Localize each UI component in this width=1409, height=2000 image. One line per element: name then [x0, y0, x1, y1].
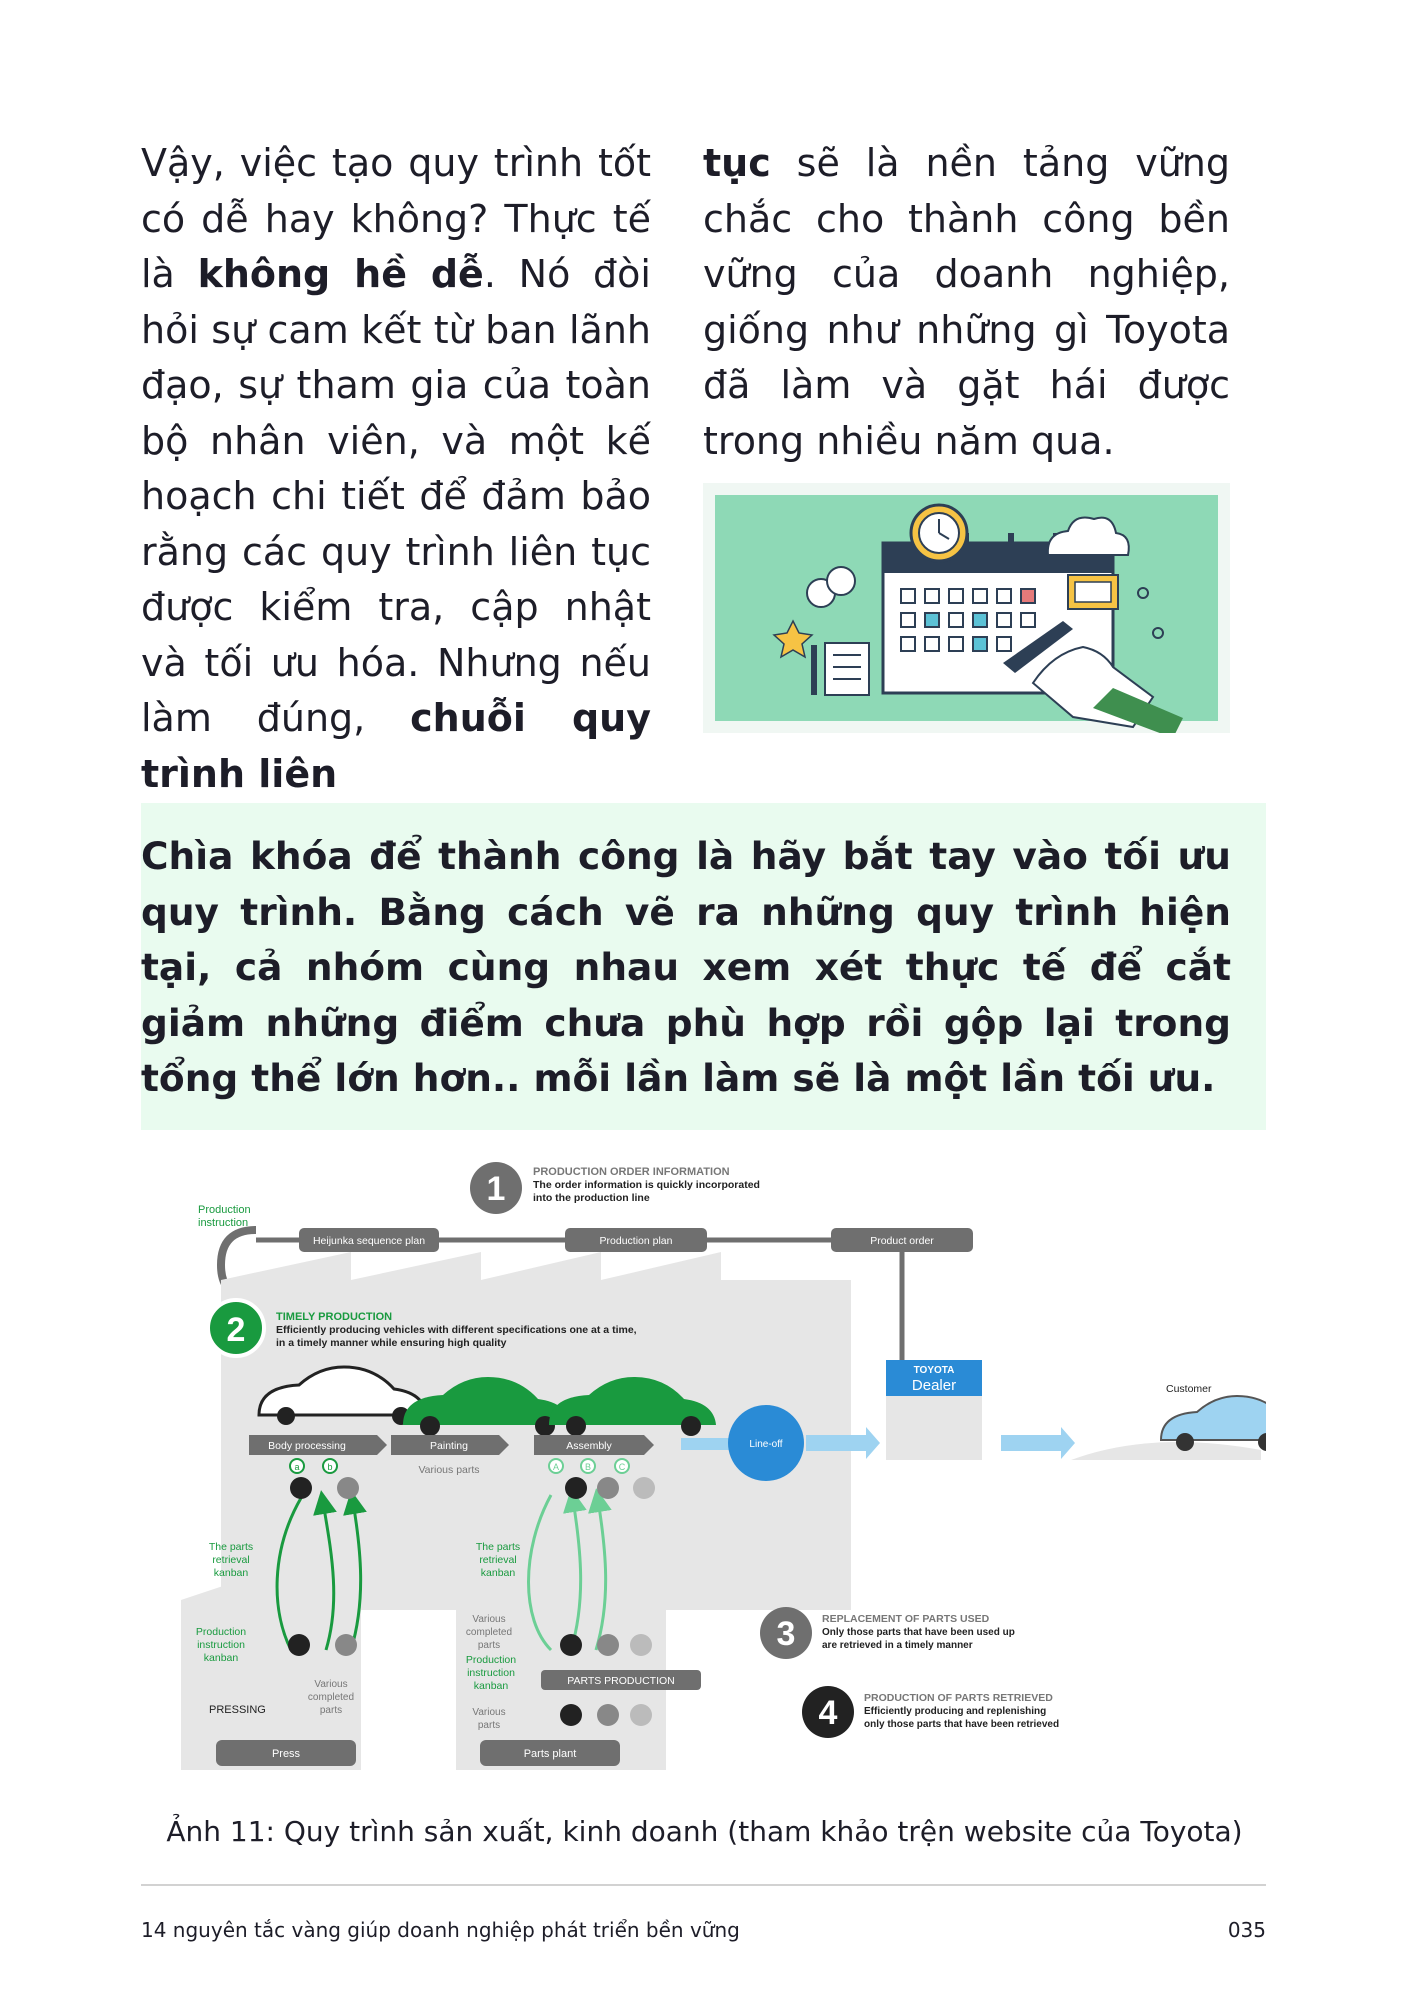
body-bold-text: tục [703, 141, 771, 185]
instruction-kanban-label: instruction [197, 1639, 245, 1651]
various-parts-small-label: Various [472, 1707, 506, 1718]
product-order-label: Product order [870, 1235, 934, 1247]
toyota-production-diagram [141, 1150, 1266, 1780]
step-4-number: 4 [818, 1694, 838, 1732]
body-text: . Nó đòi hỏi sự cam kết từ ban lãnh đạo, sự tham gia của toàn bộ nhân viên, và một kế hoạch chi tiết để đảm bảo rằng các quy trình liên tục được kiểm tra, cập nhật và tối ưu hóa. Nhưng nếu làm đúng, [141, 252, 651, 740]
various-parts-small-label: parts [477, 1720, 501, 1731]
pressing-label: PRESSING [209, 1704, 266, 1716]
step-2-line-1: Efficiently producing vehicles with different specifications one at a time, [276, 1324, 637, 1336]
step-2-number: 2 [226, 1311, 246, 1349]
gear-label-B: B [584, 1462, 592, 1472]
step-3-line-2: are retrieved in a timely manner [822, 1640, 973, 1651]
instruction-kanban-label: Production [195, 1626, 247, 1638]
step-2-line-2: in a timely manner while ensuring high quality [276, 1337, 507, 1349]
various-completed-label: completed [465, 1627, 513, 1638]
step-3-title: REPLACEMENT OF PARTS USED [822, 1613, 990, 1625]
body-text: Vậy, việc tạo quy trình tốt có dễ hay không? Thực tế là [141, 141, 651, 296]
completed-parts-label: completed [307, 1692, 355, 1703]
gear-label-A: A [552, 1462, 560, 1472]
body-bold-text: chuỗi quy trình liên [141, 696, 651, 796]
body-column-left [141, 136, 651, 802]
footer-divider [141, 1884, 1266, 1886]
retrieval-kanban-label: retrieval [479, 1554, 517, 1566]
step-3-line-1: Only those parts that have been used up [822, 1627, 1015, 1638]
parts-production-label: PARTS PRODUCTION [567, 1675, 675, 1687]
step-4-title: PRODUCTION OF PARTS RETRIEVED [864, 1692, 1053, 1704]
step-4-line-1: Efficiently producing and replenishing [864, 1706, 1047, 1717]
various-parts-label: Various parts [418, 1464, 480, 1476]
various-completed-label: parts [477, 1640, 501, 1651]
step-2-title: TIMELY PRODUCTION [276, 1311, 393, 1323]
heijunka-plan-label: Heijunka sequence plan [312, 1235, 426, 1247]
assembly-label: Assembly [566, 1440, 612, 1452]
various-completed-label: Various [472, 1614, 506, 1625]
body-processing-label: Body processing [268, 1440, 346, 1452]
step-3-number: 3 [776, 1615, 796, 1653]
page-number: 035 [1227, 1918, 1266, 1942]
step-1-title: PRODUCTION ORDER INFORMATION [533, 1166, 730, 1178]
completed-parts-label: parts [319, 1705, 343, 1716]
customer-label: Customer [1166, 1383, 1212, 1395]
planning-illustration [703, 483, 1230, 733]
key-takeaway-callout [141, 803, 1266, 1130]
production-instruction-label: instruction [198, 1217, 249, 1229]
retrieval-kanban-label: kanban [480, 1567, 516, 1579]
body-bold-text: không hề dễ [197, 252, 484, 296]
retrieval-kanban-label: The parts [208, 1541, 254, 1553]
production-instruction-label: Production [198, 1204, 251, 1216]
line-off-label: Line-off [749, 1439, 783, 1450]
callout-text: Chìa khóa để thành công là hãy bắt tay vào tối ưu quy trình. Bằng cách vẽ ra những quy trình hiện tại, cả nhóm cùng nhau xem xét thực tế để cắt giảm những điểm chưa phù hợp rồi gộp lại trong tổng thể lớn hơn.. mỗi lần làm sẽ là một lần tối ưu. [141, 834, 1231, 1100]
painting-label: Painting [430, 1440, 468, 1452]
instruction-kanban-label: kanban [203, 1652, 239, 1664]
body-column-right [703, 136, 1230, 469]
dealer-label: Dealer [911, 1377, 957, 1394]
step-4-line-2: only those parts that have been retrieved [864, 1719, 1060, 1730]
parts-plant-label: Parts plant [523, 1748, 577, 1760]
figure-caption: Ảnh 11: Quy trình sản xuất, kinh doanh (tham khảo trện website của Toyota) [166, 1815, 1243, 1848]
production-plan-label: Production plan [599, 1235, 673, 1247]
instruction-kanban-label: kanban [473, 1680, 509, 1692]
gear-label-b: b [327, 1462, 333, 1472]
step-1-line-2: into the production line [533, 1192, 650, 1204]
completed-parts-label: Various [314, 1679, 348, 1690]
toyota-label: TOYOTA [913, 1365, 955, 1376]
press-label: Press [271, 1748, 301, 1760]
gear-label-a: a [294, 1462, 300, 1472]
instruction-kanban-label: Production [465, 1654, 517, 1666]
gear-label-C: C [618, 1462, 626, 1472]
footer-book-title: 14 nguyên tắc vàng giúp doanh nghiệp phát triển bền vững [141, 1918, 740, 1942]
instruction-kanban-label: instruction [467, 1667, 515, 1679]
retrieval-kanban-label: kanban [213, 1567, 249, 1579]
step-1-line-1: The order information is quickly incorporated [533, 1179, 760, 1191]
body-text: sẽ là nền tảng vững chắc cho thành công bền vững của doanh nghiệp, giống như những gì Toyota đã làm và gặt hái được trong nhiều năm qua. [703, 141, 1230, 463]
step-1-number: 1 [486, 1170, 506, 1208]
retrieval-kanban-label: The parts [475, 1541, 521, 1553]
retrieval-kanban-label: retrieval [212, 1554, 250, 1566]
